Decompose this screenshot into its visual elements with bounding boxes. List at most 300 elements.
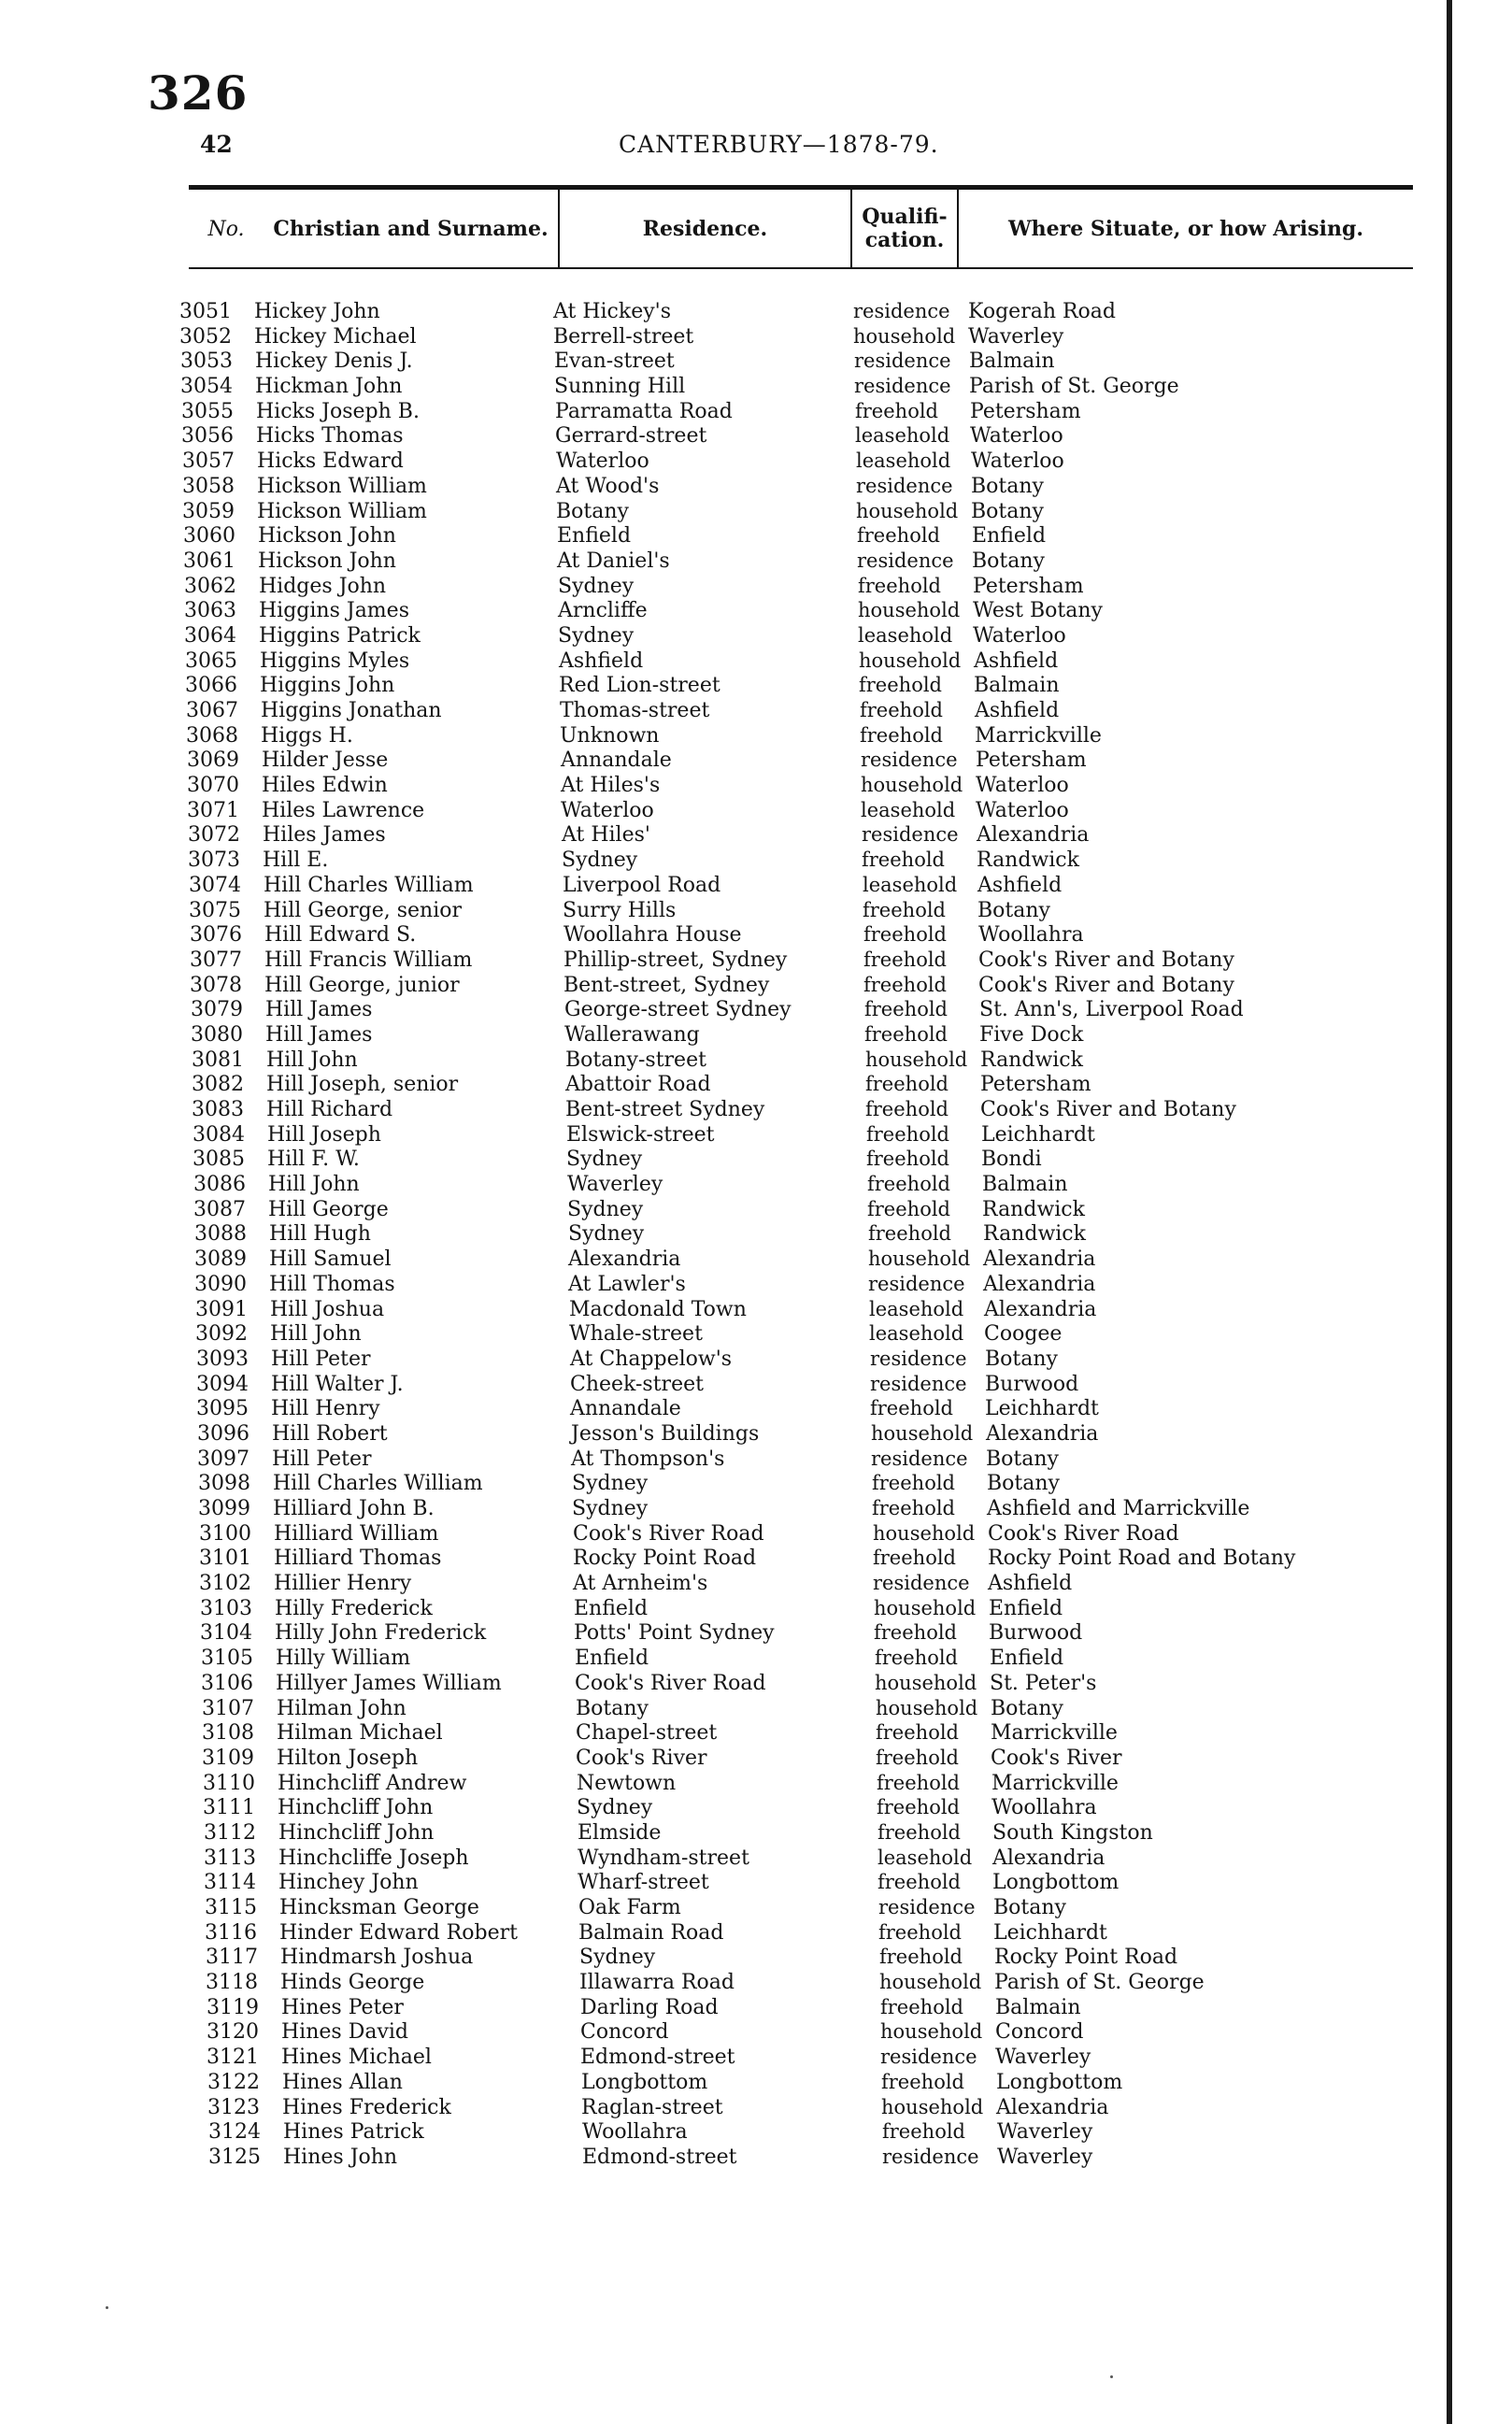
- entry-where: St. Peter's: [990, 1671, 1097, 1695]
- entry-qualification: household: [856, 499, 959, 522]
- entry-qualification: freehold: [872, 1497, 955, 1519]
- entry-name: Hicks Edward: [257, 449, 404, 474]
- entry-residence: Annandale: [561, 749, 672, 773]
- entry-where: Balmain: [969, 349, 1055, 374]
- table-row: [0, 523, 1420, 549]
- entry-residence: Parramatta Road: [555, 399, 733, 423]
- entry-residence: Ashfield: [559, 649, 644, 673]
- entry-where: Marrickville: [975, 723, 1102, 748]
- entry-residence: Macdonald Town: [569, 1297, 747, 1321]
- entry-qualification: freehold: [857, 524, 940, 548]
- entry-number: 3071: [187, 798, 239, 822]
- entry-qualification: freehold: [863, 898, 946, 921]
- entry-name: Hillier Henry: [274, 1572, 412, 1596]
- table-row: [0, 1945, 1420, 1970]
- entry-qualification: freehold: [866, 1122, 949, 1146]
- entry-where: St. Ann's, Liverpool Road: [979, 998, 1244, 1022]
- entry-name: Hill Charles William: [273, 1472, 483, 1496]
- entry-number: 3076: [190, 923, 242, 948]
- entry-residence: Enfield: [574, 1596, 649, 1620]
- entry-where: Petersham: [976, 749, 1087, 773]
- entry-name: Hickson John: [258, 549, 396, 573]
- entry-where: Waverley: [997, 2145, 1093, 2169]
- entry-residence: Sydney: [572, 1497, 649, 1520]
- adjacent-page-edge: [1447, 0, 1452, 2424]
- header-name: Christian and Surname.: [273, 216, 549, 241]
- entry-number: 3102: [199, 1572, 251, 1596]
- entry-residence: Thomas-street: [560, 699, 710, 722]
- entry-name: Hilly Frederick: [275, 1596, 433, 1620]
- header-no: No.: [207, 217, 245, 241]
- entry-number: 3116: [205, 1920, 257, 1945]
- entry-where: Kogerah Road: [968, 300, 1116, 323]
- entry-number: 3080: [191, 1022, 243, 1047]
- entry-where: Botany: [971, 499, 1044, 523]
- table-row: [0, 1995, 1420, 2020]
- entry-name: Hilliard John B.: [273, 1497, 435, 1520]
- entry-number: 3092: [195, 1322, 248, 1347]
- entry-name: Hines David: [281, 2020, 408, 2045]
- entry-name: Hicks Joseph B.: [256, 399, 420, 423]
- entry-name: Hines John: [283, 2145, 398, 2169]
- entry-residence: At Hickey's: [553, 300, 671, 323]
- entry-qualification: household: [859, 649, 962, 672]
- entry-qualification: residence: [870, 1347, 967, 1370]
- entry-where: Coogee: [984, 1322, 1063, 1347]
- table-row: [0, 1496, 1420, 1521]
- entry-number: 3081: [192, 1048, 244, 1072]
- entry-residence: Sunning Hill: [554, 375, 686, 399]
- entry-number: 3097: [197, 1447, 250, 1471]
- entry-number: 3120: [207, 2020, 259, 2045]
- entry-residence: At Arnheim's: [573, 1572, 708, 1596]
- entry-where: Waterloo: [976, 798, 1069, 822]
- entry-qualification: freehold: [864, 998, 948, 1021]
- entry-where: Cook's River and Botany: [978, 948, 1234, 972]
- entry-where: Enfield: [990, 1647, 1064, 1671]
- entry-residence: Wallerawang: [564, 1022, 700, 1047]
- table-row: [0, 1197, 1420, 1222]
- entry-name: Hill John: [268, 1173, 360, 1197]
- entry-number: 3079: [191, 998, 243, 1022]
- entry-qualification: freehold: [881, 2070, 964, 2093]
- entry-qualification: freehold: [879, 1946, 963, 1969]
- table-row: [0, 1596, 1420, 1621]
- table-row: [0, 1421, 1420, 1447]
- entry-qualification: residence: [878, 1896, 976, 1918]
- entry-name: Hilliard William: [274, 1521, 439, 1546]
- entry-residence: George-street Sydney: [564, 998, 792, 1022]
- entry-qualification: household: [868, 1248, 971, 1271]
- entry-qualification: household: [853, 324, 956, 348]
- entry-qualification: residence: [856, 474, 953, 497]
- entry-qualification: leasehold: [858, 623, 953, 647]
- entry-where: Balmain: [995, 1995, 1081, 2019]
- entry-number: 3088: [194, 1222, 247, 1247]
- entry-qualification: freehold: [858, 574, 941, 597]
- entry-name: Hillyer James William: [276, 1671, 502, 1695]
- entry-residence: Botany: [556, 499, 629, 523]
- entry-residence: Berrell-street: [553, 324, 694, 349]
- entry-where: Ashfield: [977, 873, 1063, 897]
- table-row: [0, 1221, 1420, 1247]
- entry-qualification: residence: [871, 1447, 968, 1470]
- table-row: [0, 1372, 1420, 1397]
- entry-qualification: residence: [861, 749, 958, 772]
- entry-number: 3069: [187, 749, 239, 773]
- entry-number: 3104: [200, 1621, 252, 1646]
- entry-name: Hill Walter J.: [271, 1372, 404, 1396]
- entry-number: 3108: [202, 1721, 254, 1746]
- entry-number: 3085: [193, 1148, 245, 1172]
- entry-name: Hill Thomas: [269, 1272, 395, 1296]
- entry-name: Hill Robert: [272, 1421, 388, 1446]
- entry-name: Hilliard Thomas: [274, 1547, 442, 1571]
- entry-qualification: freehold: [873, 1547, 956, 1570]
- entry-name: Higgins Patrick: [259, 623, 421, 648]
- entry-residence: Cook's River Road: [575, 1671, 766, 1695]
- entry-residence: Cook's River Road: [573, 1521, 764, 1546]
- entry-qualification: freehold: [882, 2120, 965, 2144]
- entry-where: Leichhardt: [981, 1122, 1095, 1147]
- entry-name: Hilly William: [276, 1647, 411, 1671]
- entry-name: Hill John: [270, 1322, 362, 1347]
- table-row: [0, 349, 1420, 374]
- entry-name: Hiles Edwin: [262, 774, 388, 798]
- speck: [1110, 2375, 1113, 2378]
- entry-where: Rocky Point Road and Botany: [988, 1547, 1296, 1571]
- entry-qualification: freehold: [866, 1148, 949, 1171]
- entry-number: 3094: [196, 1372, 249, 1396]
- entry-number: 3061: [183, 549, 235, 573]
- entry-number: 3055: [181, 399, 234, 423]
- entry-number: 3089: [194, 1248, 247, 1272]
- entry-qualification: freehold: [863, 948, 947, 971]
- table-row: [0, 324, 1420, 349]
- entry-number: 3106: [201, 1671, 253, 1695]
- entry-residence: Annandale: [570, 1397, 681, 1421]
- entry-number: 3096: [197, 1421, 250, 1446]
- table-row: [0, 698, 1420, 723]
- entry-name: Hickman John: [255, 375, 403, 399]
- entry-residence: Sydney: [567, 1197, 644, 1221]
- entry-residence: Sydney: [572, 1472, 649, 1496]
- entry-name: Hill Joseph, senior: [266, 1073, 459, 1097]
- table-row: [0, 1521, 1420, 1547]
- entry-qualification: residence: [868, 1272, 965, 1295]
- table-row: [0, 1347, 1420, 1372]
- table-row: [0, 1546, 1420, 1571]
- entry-where: Burwood: [985, 1372, 1079, 1396]
- entry-number: 3117: [206, 1946, 258, 1970]
- entry-number: 3053: [180, 349, 233, 374]
- table-row: [0, 1771, 1420, 1796]
- entry-name: Hindmarsh Joshua: [280, 1946, 474, 1970]
- entry-qualification: freehold: [865, 1098, 949, 1120]
- entry-residence: Waterloo: [561, 798, 654, 822]
- entry-where: Waterloo: [970, 424, 1063, 449]
- entry-where: Botany: [971, 474, 1044, 498]
- entry-name: Hill Henry: [271, 1397, 380, 1421]
- table-row: [0, 449, 1420, 474]
- entry-where: Five Dock: [979, 1022, 1084, 1047]
- entry-name: Hickson John: [258, 524, 396, 549]
- entry-name: Hinchcliff Andrew: [278, 1771, 467, 1795]
- entry-where: Randwick: [977, 848, 1079, 873]
- entry-number: 3070: [187, 774, 239, 798]
- entry-qualification: freehold: [878, 1920, 962, 1944]
- entry-residence: Unknown: [560, 723, 660, 748]
- table-row: [0, 948, 1420, 973]
- entry-number: 3103: [200, 1596, 252, 1620]
- entry-qualification: freehold: [880, 1995, 963, 2018]
- entry-where: Botany: [991, 1696, 1063, 1720]
- entry-number: 3105: [201, 1647, 253, 1671]
- entry-qualification: household: [871, 1421, 974, 1445]
- entry-where: Longbottom: [996, 2070, 1123, 2094]
- entry-number: 3078: [190, 973, 242, 997]
- entry-number: 3075: [189, 898, 241, 922]
- entry-residence: Concord: [580, 2020, 669, 2045]
- entry-qualification: leasehold: [855, 424, 950, 448]
- entry-residence: Balmain Road: [578, 1920, 724, 1945]
- entry-qualification: household: [875, 1671, 977, 1694]
- entry-name: Hilman Michael: [277, 1721, 443, 1746]
- entry-residence: At Chappelow's: [570, 1347, 733, 1371]
- entry-number: 3074: [189, 873, 241, 897]
- table-row: [0, 2070, 1420, 2095]
- entry-qualification: freehold: [860, 723, 943, 747]
- entry-where: Marrickville: [991, 1721, 1118, 1746]
- entry-where: Enfield: [972, 524, 1047, 549]
- entry-where: Botany: [977, 898, 1050, 922]
- table-row: [0, 748, 1420, 773]
- entry-where: Rocky Point Road: [994, 1946, 1178, 1970]
- entry-name: Hinchcliff John: [278, 1796, 434, 1820]
- entry-where: Waverley: [968, 324, 1064, 349]
- page-number: 326: [148, 65, 249, 121]
- entry-name: Hill John: [266, 1048, 358, 1072]
- table-row: [0, 723, 1420, 749]
- entry-number: 3121: [207, 2046, 259, 2070]
- entry-where: Longbottom: [992, 1871, 1120, 1895]
- entry-where: Burwood: [989, 1621, 1083, 1646]
- table-row: [0, 1696, 1420, 1721]
- table-row: [0, 1746, 1420, 1771]
- entry-name: Hines Patrick: [283, 2120, 424, 2145]
- entry-name: Higgins Jonathan: [261, 699, 442, 722]
- entry-where: Concord: [995, 2020, 1084, 2045]
- entry-number: 3052: [179, 324, 232, 349]
- table-row: [0, 2145, 1420, 2170]
- table-row: [0, 1970, 1420, 1995]
- entry-residence: Woollahra House: [563, 923, 742, 948]
- entry-number: 3112: [204, 1820, 256, 1845]
- entry-qualification: residence: [854, 349, 951, 373]
- entry-name: Hill George, junior: [264, 973, 460, 997]
- entry-residence: Elswick-street: [566, 1122, 715, 1147]
- entry-residence: Wyndham-street: [578, 1846, 749, 1870]
- entry-where: Randwick: [982, 1197, 1085, 1221]
- entry-name: Hilton Joseph: [277, 1746, 419, 1770]
- entry-name: Higgs H.: [261, 723, 353, 748]
- entry-number: 3056: [181, 424, 234, 449]
- entry-where: West Botany: [973, 599, 1103, 623]
- entry-where: Ashfield: [975, 699, 1060, 722]
- entry-number: 3084: [193, 1122, 245, 1147]
- header-residence: Residence.: [642, 216, 768, 241]
- entry-residence: Botany: [576, 1696, 649, 1720]
- entry-residence: Bent-street Sydney: [565, 1098, 765, 1121]
- entry-number: 3051: [179, 300, 232, 323]
- entry-name: Hines Frederick: [282, 2095, 451, 2119]
- table-row: [0, 1122, 1420, 1148]
- entry-qualification: residence: [853, 300, 950, 322]
- entry-number: 3118: [206, 1971, 258, 1995]
- table-row: [0, 2045, 1420, 2070]
- entry-number: 3086: [193, 1173, 246, 1197]
- entry-residence: Raglan-street: [581, 2095, 723, 2119]
- entry-number: 3064: [184, 623, 236, 648]
- entry-qualification: freehold: [877, 1820, 961, 1844]
- entry-name: Hiles James: [263, 823, 386, 848]
- entry-name: Hines Michael: [281, 2046, 432, 2070]
- entry-residence: Enfield: [575, 1647, 649, 1671]
- entry-name: Hill Charles William: [264, 873, 474, 897]
- entry-residence: Cook's River: [576, 1746, 707, 1770]
- entry-residence: Cheek-street: [570, 1372, 704, 1396]
- entry-residence: Sydney: [558, 623, 635, 648]
- entry-name: Hicks Thomas: [256, 424, 404, 449]
- table-row: [0, 1820, 1420, 1846]
- entry-number: 3059: [182, 499, 235, 523]
- entry-name: Higgins Myles: [260, 649, 410, 673]
- entry-residence: At Hiles's: [561, 774, 661, 798]
- entry-number: 3087: [193, 1197, 246, 1221]
- table-row: [0, 1720, 1420, 1746]
- header-qualification: Qualifi- cation.: [862, 205, 948, 252]
- entry-residence: At Daniel's: [557, 549, 670, 573]
- entry-qualification: freehold: [876, 1746, 959, 1769]
- entry-number: 3082: [192, 1073, 244, 1097]
- table-row: [0, 773, 1420, 798]
- table-row: [0, 1620, 1420, 1646]
- entry-name: Hickson William: [257, 499, 427, 523]
- entry-qualification: residence: [870, 1372, 967, 1395]
- entry-name: Hidges John: [259, 574, 387, 598]
- entry-residence: Wharf-street: [578, 1871, 709, 1895]
- entry-qualification: freehold: [877, 1771, 960, 1794]
- table-row: [0, 374, 1420, 399]
- entry-where: Ashfield: [974, 649, 1059, 673]
- entry-number: 3109: [202, 1746, 254, 1770]
- entry-qualification: residence: [873, 1572, 970, 1595]
- entry-qualification: residence: [857, 549, 954, 572]
- entry-name: Hill James: [265, 1022, 373, 1047]
- entry-residence: Botany-street: [565, 1048, 706, 1072]
- entry-where: Alexandria: [977, 823, 1090, 848]
- entry-name: Hill George, senior: [264, 898, 463, 922]
- entry-number: 3054: [180, 375, 233, 399]
- entry-qualification: leasehold: [856, 449, 951, 473]
- entry-residence: Red Lion-street: [559, 674, 720, 698]
- table-row: [0, 1272, 1420, 1297]
- table-row: [0, 1247, 1420, 1272]
- table-row: [0, 922, 1420, 948]
- entry-residence: Edmond-street: [580, 2046, 735, 2070]
- entry-residence: At Wood's: [556, 474, 660, 498]
- entry-qualification: leasehold: [869, 1297, 964, 1320]
- entry-number: 3063: [184, 599, 236, 623]
- entry-residence: Chapel-street: [576, 1721, 718, 1746]
- table-row: [0, 1571, 1420, 1596]
- entry-name: Hill Joseph: [267, 1122, 381, 1147]
- entry-residence: Enfield: [557, 524, 632, 549]
- entry-qualification: residence: [880, 2046, 977, 2069]
- entry-number: 3060: [183, 524, 235, 549]
- entry-number: 3122: [207, 2070, 260, 2094]
- entry-number: 3072: [188, 823, 240, 848]
- entry-residence: Liverpool Road: [563, 873, 721, 897]
- entry-qualification: leasehold: [863, 873, 958, 896]
- table-row: [0, 1471, 1420, 1496]
- entry-residence: Phillip-street, Sydney: [563, 948, 788, 972]
- entry-qualification: freehold: [868, 1222, 951, 1246]
- entry-name: Hill Samuel: [269, 1248, 392, 1272]
- entry-qualification: household: [873, 1521, 976, 1545]
- entry-qualification: household: [879, 1971, 982, 1994]
- entry-where: Woollahra: [991, 1796, 1097, 1820]
- entry-where: Randwick: [980, 1048, 1083, 1072]
- entry-where: Woollahra: [978, 923, 1084, 948]
- entry-where: Waterloo: [976, 774, 1069, 798]
- entry-where: Enfield: [989, 1596, 1063, 1620]
- table-row: [0, 1920, 1420, 1946]
- table-row: [0, 499, 1420, 524]
- table-row: [0, 1147, 1420, 1172]
- entry-residence: Alexandria: [568, 1248, 681, 1272]
- entry-residence: Sydney: [566, 1148, 643, 1172]
- entry-qualification: household: [865, 1048, 968, 1071]
- entry-qualification: residence: [854, 375, 951, 398]
- entry-where: Petersham: [970, 399, 1081, 423]
- entry-where: Alexandria: [983, 1272, 1096, 1296]
- entry-name: Hill Hugh: [269, 1222, 371, 1247]
- entry-residence: Waterloo: [556, 449, 649, 474]
- entry-number: 3058: [182, 474, 235, 498]
- entry-residence: Darling Road: [580, 1995, 719, 2019]
- table-row: [0, 898, 1420, 923]
- entry-qualification: leasehold: [877, 1846, 973, 1869]
- entry-where: Botany: [986, 1447, 1059, 1471]
- entry-qualification: freehold: [876, 1721, 959, 1745]
- entry-name: Hinds George: [280, 1971, 425, 1995]
- table-row: [0, 997, 1420, 1022]
- entry-name: Hinchey John: [278, 1871, 419, 1895]
- entry-number: 3115: [205, 1896, 257, 1919]
- entry-where: Alexandria: [984, 1297, 1097, 1321]
- entry-residence: Illawarra Road: [579, 1971, 735, 1995]
- entry-number: 3067: [186, 699, 238, 722]
- table-row: [0, 1895, 1420, 1920]
- entry-qualification: freehold: [863, 923, 947, 947]
- table-row: [0, 649, 1420, 674]
- entry-residence: At Hiles': [562, 823, 650, 848]
- entry-where: Balmain: [974, 674, 1060, 698]
- entry-name: Hines Peter: [281, 1995, 404, 2019]
- entry-where: Petersham: [973, 574, 1084, 598]
- table-row: [0, 623, 1420, 649]
